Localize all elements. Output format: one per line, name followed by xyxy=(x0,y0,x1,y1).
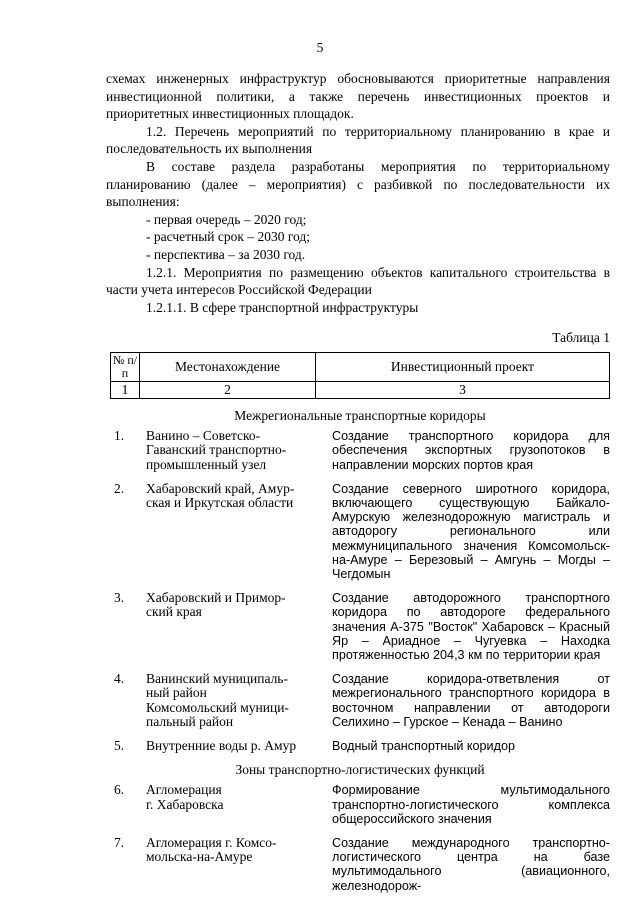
section-heading: 1.2.1.1. В сфере транспортной инфраструктуры xyxy=(146,299,419,315)
row-location: Ванинский муниципаль- ный район Комсомольский муници- пальный район xyxy=(146,671,289,729)
table-row xyxy=(110,739,610,753)
row-number: 3. xyxy=(114,590,125,606)
table-header xyxy=(110,352,610,399)
header-col-index: 2 xyxy=(140,382,316,399)
row-number: 7. xyxy=(114,835,125,851)
table-row xyxy=(110,836,610,893)
row-location: Ванино – Советско- Гаванский транспортно- промышленный узел xyxy=(146,428,287,472)
row-location: Хабаровский и Примор- ский края xyxy=(146,590,286,620)
row-number: 5. xyxy=(114,738,125,754)
row-location: Агломерация г. Комсо- мольска-на-Амуре xyxy=(146,835,277,865)
header-col-index: 3 xyxy=(316,382,610,399)
header-location: Местонахождение xyxy=(140,353,316,382)
paragraph: схемах инженерных инфраструктур обосновываются приоритетные направления инвестиционной политики, а также перечень инвестиционных проектов и приоритетных инвестиционных площадок. xyxy=(106,71,610,122)
row-location: Агломерация г. Хабаровска xyxy=(146,782,224,812)
header-num: № п/п xyxy=(111,353,140,382)
row-project: Водный транспортный коридор xyxy=(332,739,515,754)
table-section-title: Межрегиональные транспортные коридоры xyxy=(234,408,486,423)
table-caption: Таблица 1 xyxy=(552,330,610,345)
table-row xyxy=(110,482,610,581)
row-project: Создание транспортного коридора для обеспечения экспортных грузопотоков в направлении морских портов края xyxy=(332,429,610,472)
row-location: Внутренние воды р. Амур xyxy=(146,738,297,754)
list-item: - перспектива – за 2030 год. xyxy=(146,246,306,262)
row-location: Хабаровский край, Амур- ская и Иркутская области xyxy=(146,480,295,511)
list-item: - первая очередь – 2020 год; xyxy=(146,211,307,227)
row-project: Создание автодорожного транспортного коридора по автодороге федерального значения А-375 "Восток" Хабаровск – Красный Яр – Ариадное – Чугуевка – Находка протяженностью 204,3 км по территории края xyxy=(332,591,610,663)
table-row xyxy=(110,672,610,729)
table-body xyxy=(110,406,610,903)
page-number: 5 xyxy=(316,40,324,55)
row-number: 4. xyxy=(114,671,125,687)
body-text xyxy=(106,70,610,316)
row-project: Формирование мультимодального транспортно-логистического комплекса общероссийского значения xyxy=(332,783,610,826)
row-number: 2. xyxy=(114,480,125,496)
table-section-title: Зоны транспортно-логистических функций xyxy=(235,762,485,778)
paragraph: В составе раздела разработаны мероприятия по территориальному планированию (далее – мероприятия) с разбивкой по последовательности их выполнения: xyxy=(106,158,610,210)
section-heading: 1.2. Перечень мероприятий по территориальному планированию в крае и последовательность их выполнения xyxy=(106,123,610,157)
list-item: - расчетный срок – 2030 год; xyxy=(146,229,311,245)
row-number: 1. xyxy=(114,428,125,444)
table-row xyxy=(110,783,610,826)
table-row xyxy=(110,591,610,662)
header-col-index: 1 xyxy=(111,382,140,399)
row-project: Создание северного широтного коридора, включающего существующую Байкало-Амурскую железнодорожную магистраль и автодорогу регионального или межмуниципального значения Комсомольск-на-Амуре – Березовый – Амгунь – Могды – Чегдомын xyxy=(332,481,610,582)
table-row xyxy=(110,429,610,472)
section-heading: 1.2.1. Мероприятия по размещению объектов капитального строительства в части учета интересов Российской Федерации xyxy=(106,264,610,298)
row-number: 6. xyxy=(114,782,125,798)
row-project: Создание коридора-ответвления от межрегионального транспортного коридора в восточном направлении от автодороги Селихино – Гурское – Кенада – Ванино xyxy=(332,672,610,729)
header-project: Инвестиционный проект xyxy=(316,353,610,382)
row-project: Создание международного транспортно-логистического центра на базе мультимодального (авиационного, железнодорож- xyxy=(332,836,610,893)
